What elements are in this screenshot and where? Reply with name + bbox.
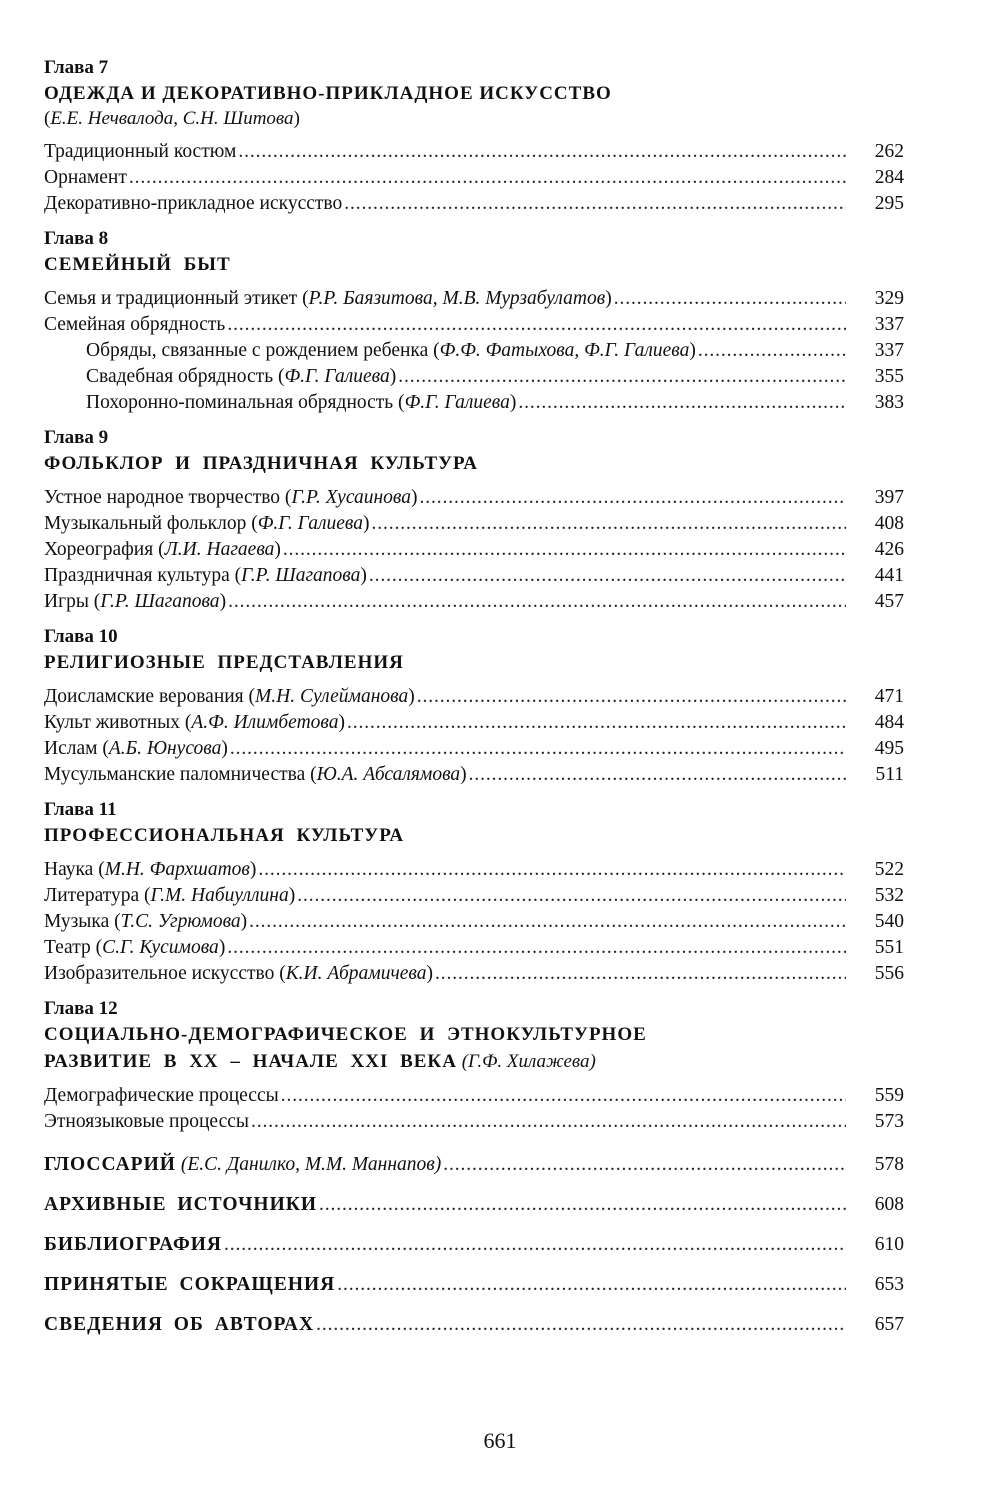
chapter-title: СЕМЕЙНЫЙ БЫТ	[44, 254, 231, 275]
toc-entry[interactable]: Литература (Г.М. Набиуллина) . . . 532	[44, 883, 904, 909]
toc-entry[interactable]: Музыкальный фольклор (Ф.Г. Галиева) . . . 408	[44, 511, 904, 537]
chapter-label: Глава 7	[44, 57, 109, 78]
toc-entry[interactable]: Изобразительное искусство (К.И. Абрамичева) . . . 556	[44, 961, 904, 987]
toc-entry[interactable]: Доисламские верования (М.Н. Сулейманова) . . . 471	[44, 684, 904, 710]
chapter-title: ФОЛЬКЛОР И ПРАЗДНИЧНАЯ КУЛЬТУРА	[44, 453, 478, 474]
chapter-label: Глава 11	[44, 799, 117, 820]
page-ref: 559	[874, 1085, 904, 1106]
chapter-12	[44, 997, 904, 1135]
toc-entry-authors-info[interactable]: СВЕДЕНИЯ ОБ АВТОРАХ . . . 657	[44, 1305, 904, 1345]
toc-entry[interactable]: Орнамент . . . 284	[44, 165, 904, 191]
page-ref: 608	[874, 1194, 904, 1215]
chapter-label: Глава 10	[44, 626, 118, 647]
page-ref: 573	[874, 1111, 904, 1132]
toc-entry[interactable]: Праздничная культура (Г.Р. Шагапова) . . . 441	[44, 563, 904, 589]
page-ref: 383	[874, 392, 904, 413]
page-ref: 540	[874, 911, 904, 932]
toc-entry-glossary[interactable]: ГЛОССАРИЙ (Е.С. Данилко, М.М. Маннапов) . . . 578	[44, 1145, 904, 1185]
authors-names: Г.Ф. Хилажева	[468, 1051, 590, 1072]
chapter-label: Глава 12	[44, 998, 118, 1019]
page-ref: 457	[874, 591, 904, 612]
toc-subentry[interactable]: Свадебная обрядность (Ф.Г. Галиева) . . . 355	[44, 364, 904, 390]
toc-entry[interactable]: Декоративно-прикладное искусство . . . 295	[44, 191, 904, 217]
chapter-label: Глава 9	[44, 427, 109, 448]
toc-entry[interactable]: Семейная обрядность . . . 337	[44, 312, 904, 338]
chapter-title: СОЦИАЛЬНО-ДЕМОГРАФИЧЕСКОЕ И ЭТНОКУЛЬТУРНОЕ	[44, 1024, 647, 1045]
toc-entry[interactable]: Музыка (Т.С. Угрюмова) . . . 540	[44, 909, 904, 935]
page-ref: 522	[874, 859, 904, 880]
chapter-7	[44, 56, 904, 217]
chapter-title: РЕЛИГИОЗНЫЕ ПРЕДСТАВЛЕНИЯ	[44, 652, 404, 673]
chapter-title: ПРОФЕССИОНАЛЬНАЯ КУЛЬТУРА	[44, 825, 405, 846]
page-ref: 495	[874, 738, 904, 759]
chapter-authors: (Е.Е. Нечвалода, С.Н. Шитова)	[44, 108, 300, 129]
authors-names: Е.Е. Нечвалода, С.Н. Шитова	[50, 108, 294, 129]
chapter-11	[44, 798, 904, 987]
toc-entry[interactable]: Культ животных (А.Ф. Илимбетова) . . . 484	[44, 710, 904, 736]
page-ref: 511	[875, 764, 904, 785]
chapter-label: Глава 8	[44, 228, 109, 249]
toc-entry[interactable]: Традиционный костюм . . . 262	[44, 139, 904, 165]
toc-subentry[interactable]: Обряды, связанные с рождением ребенка (Ф.Ф. Фатыхова, Ф.Г. Галиева) . . . 337	[44, 338, 904, 364]
page-ref: 426	[874, 539, 904, 560]
page-ref: 337	[874, 340, 904, 361]
page-ref: 532	[874, 885, 904, 906]
page-ref: 441	[874, 565, 904, 586]
page-number: 661	[483, 1428, 517, 1453]
toc-entry[interactable]: Мусульманские паломничества (Ю.А. Абсалямова) . . . 511	[44, 762, 904, 788]
page-ref: 551	[874, 937, 904, 958]
page-ref: 284	[874, 167, 904, 188]
chapter-10	[44, 625, 904, 788]
page-ref: 484	[874, 712, 904, 733]
page-ref: 578	[874, 1154, 904, 1175]
toc-entry[interactable]: Ислам (А.Б. Юнусова) . . . 495	[44, 736, 904, 762]
page-ref: 657	[874, 1314, 904, 1335]
toc-entry[interactable]: Этноязыковые процессы . . . 573	[44, 1109, 904, 1135]
toc-entry[interactable]: Игры (Г.Р. Шагапова) . . . 457	[44, 589, 904, 615]
toc-entry-abbreviations[interactable]: ПРИНЯТЫЕ СОКРАЩЕНИЯ . . . 653	[44, 1265, 904, 1305]
toc-entry-archives[interactable]: АРХИВНЫЕ ИСТОЧНИКИ . . . 608	[44, 1185, 904, 1225]
page-ref: 337	[874, 314, 904, 335]
toc-entry[interactable]: Демографические процессы . . . 559	[44, 1083, 904, 1109]
page-ref: 397	[874, 487, 904, 508]
page-ref: 610	[874, 1234, 904, 1255]
toc-entry-bibliography[interactable]: БИБЛИОГРАФИЯ . . . 610	[44, 1225, 904, 1265]
chapter-title-line2: РАЗВИТИЕ В XX – НАЧАЛЕ XXI ВЕКА (Г.Ф. Хилажева)	[44, 1051, 596, 1072]
page-ref: 556	[874, 963, 904, 984]
page-ref: 355	[874, 366, 904, 387]
chapter-9	[44, 426, 904, 615]
chapter-8	[44, 227, 904, 416]
chapter-title: ОДЕЖДА И ДЕКОРАТИВНО-ПРИКЛАДНОЕ ИСКУССТВО	[44, 83, 612, 104]
toc-entry[interactable]: Хореография (Л.И. Нагаева) . . . 426	[44, 537, 904, 563]
page-ref: 471	[874, 686, 904, 707]
page-ref: 262	[874, 141, 904, 162]
page-ref: 329	[874, 288, 904, 309]
toc-entry[interactable]: Наука (М.Н. Фархшатов) . . . 522	[44, 857, 904, 883]
table-of-contents	[44, 56, 904, 1345]
toc-subentry[interactable]: Похоронно-поминальная обрядность (Ф.Г. Галиева) . . . 383	[44, 390, 904, 416]
toc-entry[interactable]: Устное народное творчество (Г.Р. Хусаинова) . . . 397	[44, 485, 904, 511]
page-ref: 653	[874, 1274, 904, 1295]
page-ref: 408	[874, 513, 904, 534]
page-ref: 295	[874, 193, 904, 214]
back-matter	[44, 1145, 904, 1345]
toc-entry[interactable]: Театр (С.Г. Кусимова) . . . 551	[44, 935, 904, 961]
toc-entry[interactable]: Семья и традиционный этикет (Р.Р. Баязитова, М.В. Мурзабулатов) . . . 329	[44, 286, 904, 312]
